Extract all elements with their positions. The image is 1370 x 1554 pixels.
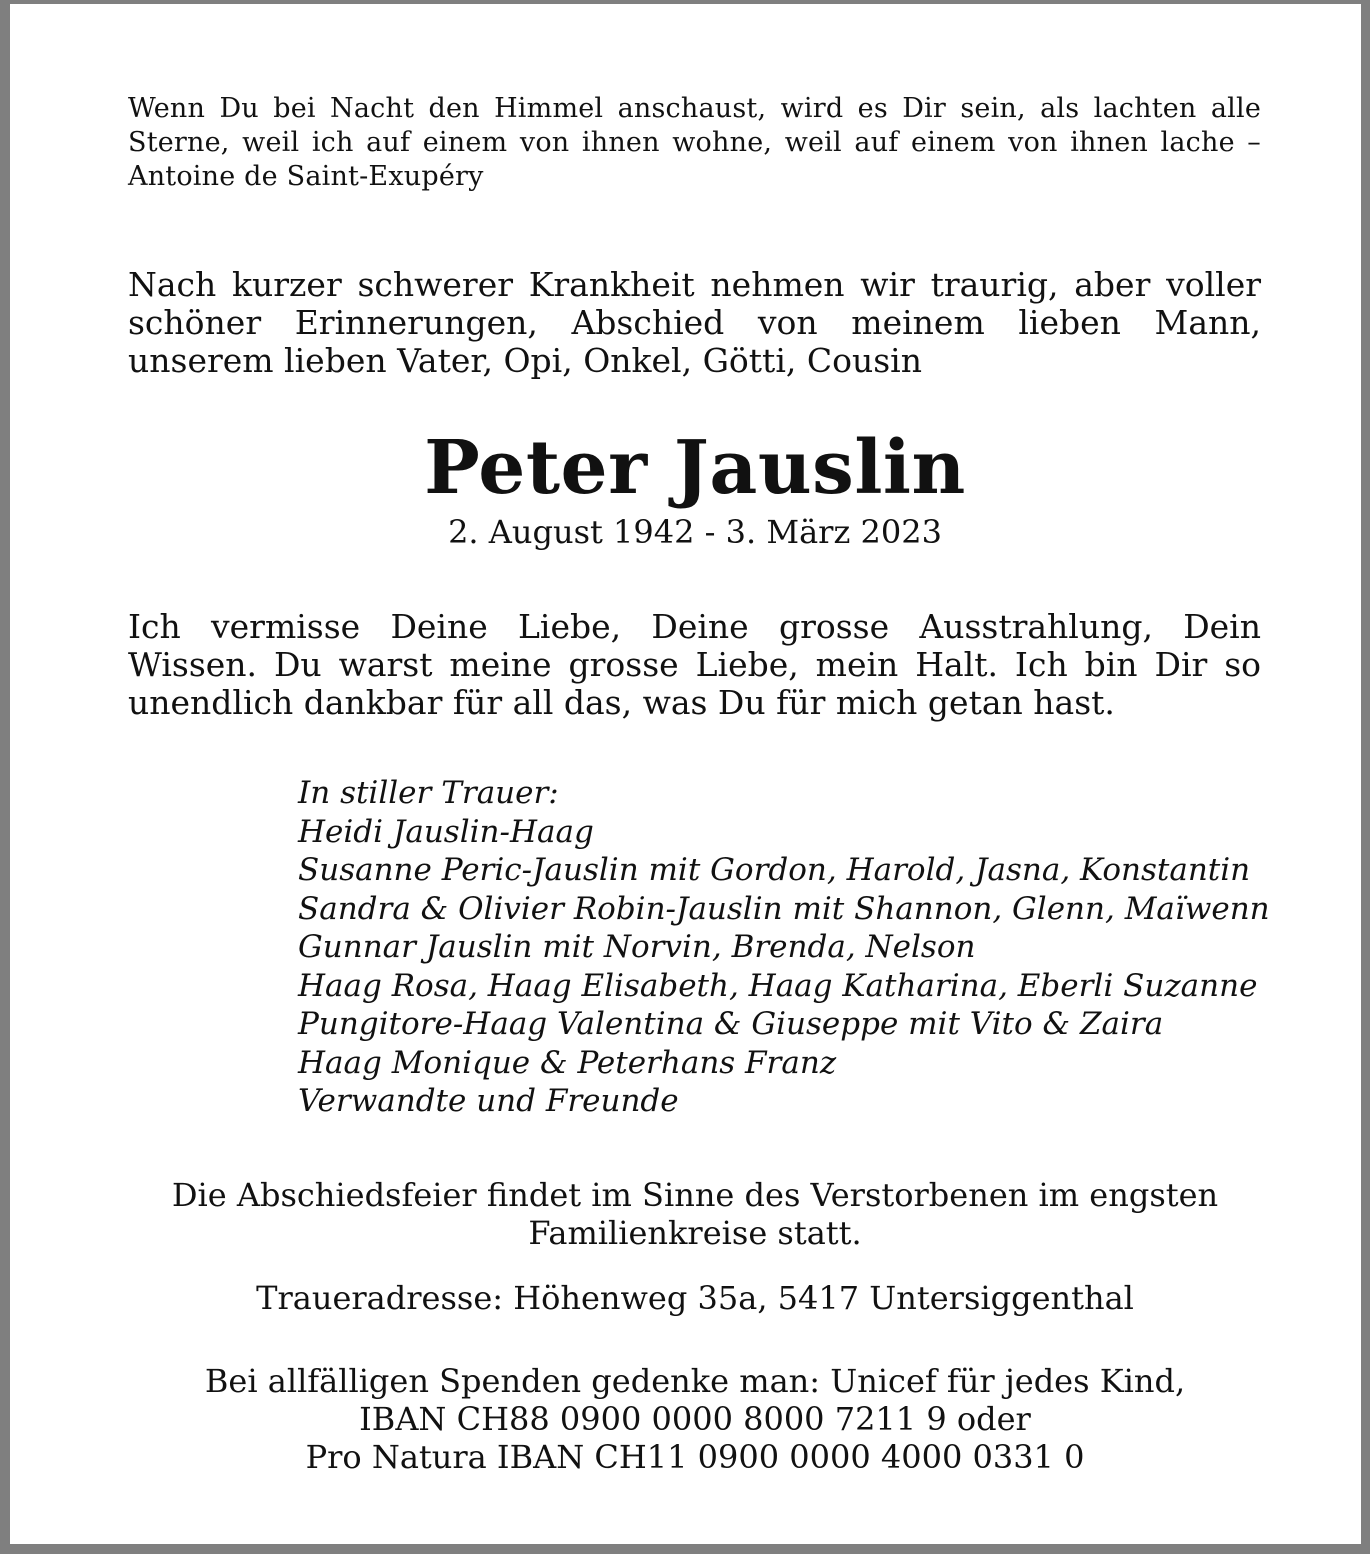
intro-paragraph: Nach kurzer schwerer Krankheit nehmen wir traurig, aber voller schöner Erinnerungen, Abschied von meinem lieben Mann, unserem lieben Vater, Opi, Onkel, Götti, Cousin bbox=[128, 265, 1261, 380]
mourner-line: Haag Rosa, Haag Elisabeth, Haag Katharina, Eberli Suzanne bbox=[298, 967, 1258, 1004]
personal-message: Ich vermisse Deine Liebe, Deine grosse Ausstrahlung, Dein Wissen. Du warst meine grosse Liebe, mein Halt. Ich bin Dir so unendlich dankbar für all das, was Du für mich getan hast. bbox=[128, 607, 1261, 722]
epigraph-quote: Wenn Du bei Nacht den Himmel anschaust, wird es Dir sein, als lachten alle Sterne, weil ich auf einem von ihnen wohne, weil auf einem von ihnen lache – Antoine de Saint-Exupéry bbox=[128, 93, 1261, 192]
mourner-line: Haag Monique & Peterhans Franz bbox=[298, 1044, 837, 1081]
donation-line: IBAN CH88 0900 0000 8000 7211 9 oder bbox=[359, 1400, 1031, 1438]
mourner-line: Verwandte und Freunde bbox=[298, 1083, 679, 1119]
mourner-line: Heidi Jauslin-Haag bbox=[298, 813, 594, 850]
mourner-line: Sandra & Olivier Robin-Jauslin mit Shannon, Glenn, Maïwenn bbox=[298, 890, 1270, 927]
mourner-line: Pungitore-Haag Valentina & Giuseppe mit Vito & Zaira bbox=[298, 1006, 1164, 1042]
mourning-address: Traueradresse: Höhenweg 35a, 5417 Untersiggenthal bbox=[256, 1279, 1134, 1317]
mourners-heading: In stiller Trauer: bbox=[298, 775, 559, 811]
donation-line: Pro Natura IBAN CH11 0900 0000 4000 0331 0 bbox=[305, 1438, 1085, 1476]
donation-line: Bei allfälligen Spenden gedenke man: Unicef für jedes Kind, bbox=[204, 1362, 1186, 1400]
life-dates: 2. August 1942 - 3. März 2023 bbox=[448, 513, 942, 551]
mourner-line: Susanne Peric-Jauslin mit Gordon, Harold, Jasna, Konstantin bbox=[298, 852, 1251, 888]
mourners-list bbox=[298, 774, 1298, 1121]
ceremony-line: Die Abschiedsfeier findet im Sinne des Verstorbenen im engsten bbox=[171, 1176, 1219, 1214]
deceased-name: Peter Jauslin bbox=[424, 425, 966, 511]
ceremony-line: Familienkreise statt. bbox=[528, 1214, 862, 1252]
donation-notice bbox=[10, 1362, 1370, 1476]
ceremony-notice bbox=[10, 1176, 1370, 1252]
mourner-line: Gunnar Jauslin mit Norvin, Brenda, Nelson bbox=[298, 929, 976, 965]
